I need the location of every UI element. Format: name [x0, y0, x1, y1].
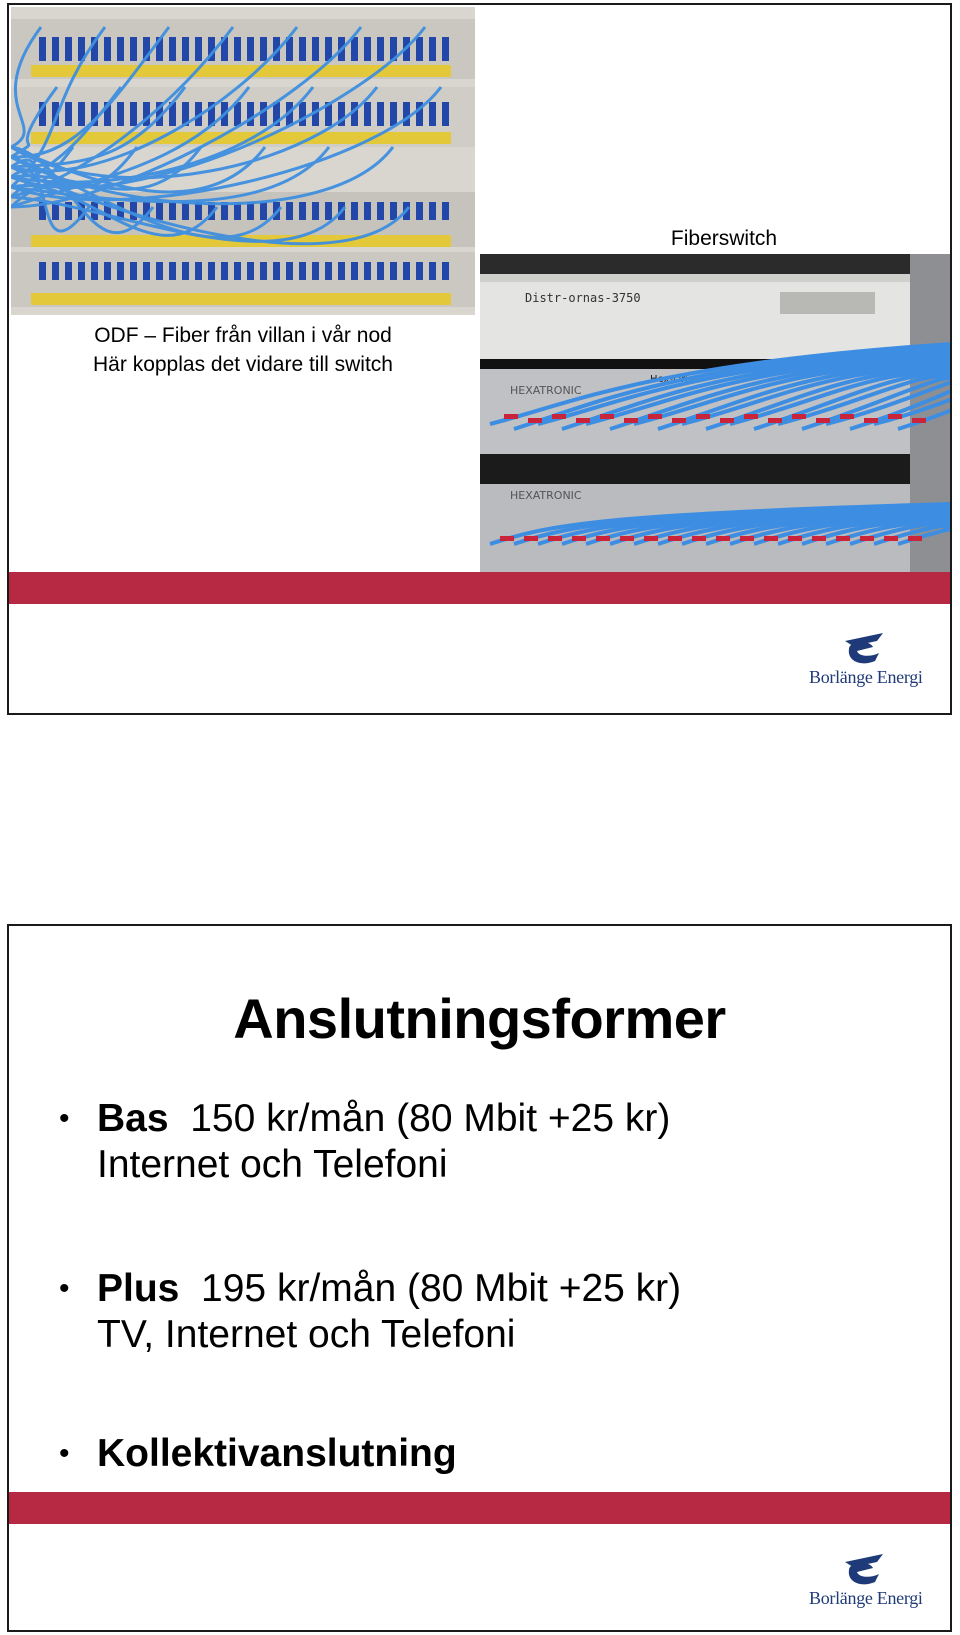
bullet-icon: • — [59, 1272, 70, 1305]
logo-text: Borlänge Energi — [809, 667, 923, 687]
plan-price: 150 kr/mån (80 Mbit +25 kr) — [190, 1097, 671, 1140]
hexatronic-label-2: HEXATRONIC — [510, 489, 582, 502]
borlange-energi-logo — [809, 1552, 923, 1612]
logo-text: Borlänge Energi — [809, 1588, 923, 1608]
borlange-energi-logo-mark — [839, 631, 889, 665]
switch-caption: Fiberswitch — [670, 227, 778, 250]
plan-name: Bas — [97, 1097, 169, 1140]
plan-name: Plus — [97, 1267, 180, 1310]
borlange-energi-logo-mark — [839, 1552, 889, 1586]
fiber-switch-photo — [480, 254, 952, 572]
slide-title: Anslutningsformer — [233, 987, 726, 1050]
odf-caption-line-1: ODF – Fiber från villan i vår nod — [94, 324, 392, 347]
plan-name: Kollektivanslutning — [97, 1432, 457, 1475]
plan-description: TV, Internet och Telefoni — [97, 1313, 516, 1356]
footer-band — [9, 1492, 950, 1524]
hex-label: Hex-Ornas- — [650, 374, 707, 385]
plan-price: 195 kr/mån (80 Mbit +25 kr) — [201, 1267, 682, 1310]
odf-patch-panel-photo — [11, 7, 475, 315]
footer-band — [9, 572, 950, 604]
plan-description: Internet och Telefoni — [97, 1143, 448, 1186]
slide-fiber-node — [7, 3, 952, 715]
distr-label: Distr-ornas-3750 — [525, 291, 641, 305]
bullet-icon: • — [59, 1437, 70, 1470]
bullet-icon: • — [59, 1102, 70, 1135]
borlange-energi-logo — [809, 631, 923, 691]
odf-caption — [11, 321, 475, 379]
hexatronic-label-1: HEXATRONIC — [510, 384, 582, 397]
odf-caption-line-2: Här kopplas det vidare till switch — [93, 353, 393, 376]
slide-anslutningsformer — [7, 924, 952, 1632]
